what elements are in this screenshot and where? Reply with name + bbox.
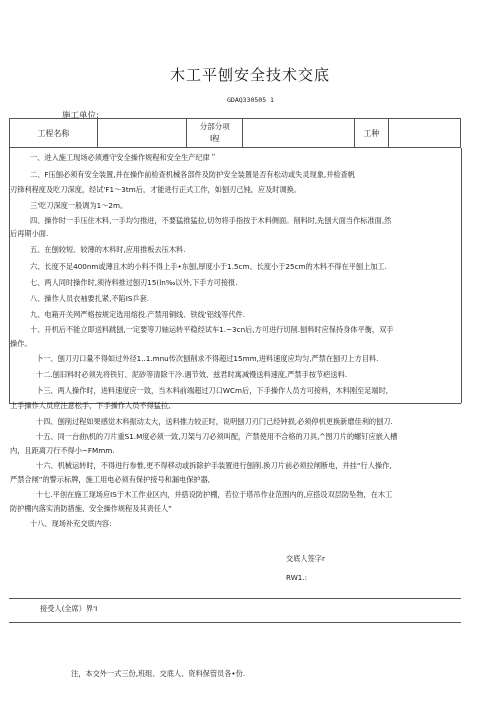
item-line: 五、在刨较短、较薄的木料时,应用推板去压木料. xyxy=(30,245,186,254)
item-line: 八、操作人员衣袖要扎紧,不陷IS乒套. xyxy=(30,294,150,303)
item-line: 卜三、两人操作时，进料速度应一致，当木料前端超过刀口WCm后，下手操作人员方可接料，木料刚至足端时, xyxy=(36,386,389,395)
content-right-border xyxy=(461,148,462,403)
item-line: 十八、现场补充交底内容: xyxy=(30,519,112,528)
item-line: 严禁合闸”的警示标牌，施工用电必须有保护接号和漏电保护器, xyxy=(10,475,211,484)
sub-project-value[interactable] xyxy=(243,119,354,148)
item-line: 内，且距离刀行不得小~FMmm. xyxy=(10,446,115,455)
distribution-note: 注，本交外一式三份,班组、交底人、资料保管员各•份. xyxy=(71,669,246,678)
job-type-label: 工种 xyxy=(354,119,389,148)
item-line: 六、长度不足400nm或薄且木的小料不得上手•东刨,厚度小于1.5cm、长度小于25cm的木料不得在平刨上加工. xyxy=(30,262,387,271)
receiver-top-rule xyxy=(9,598,461,599)
item-line: 卜一、刨刀刃口量不得如过外径1..1.mnu传次刨削求不得超过15mm,进料速度应均匀,严禁在刨刃上方目料. xyxy=(36,354,379,363)
item-line: 刃锋利程度及吃刀深度，经试'F1～3tm后，才能进行正式工作，如刨刃己钝，应及时调换。 xyxy=(10,185,302,194)
item-line: 一、进入施工现场必须遵守安全操作规程和安全生产纪律＂ xyxy=(30,153,217,162)
receiver-bottom-rule xyxy=(9,622,461,623)
discloser-signature: 交底人签字r xyxy=(286,554,325,563)
item-line: 三'吃刀深度一般调为1～2m。 xyxy=(30,201,128,210)
sub-project-label-line1: 分部分项 xyxy=(199,122,230,131)
document-code: GDAQ330505 1 xyxy=(227,96,274,104)
project-name-value[interactable] xyxy=(97,119,187,148)
sub-project-label xyxy=(187,119,243,148)
item-line: 十五、同一台曲\机的刀片重S1.M度必须一致,刀架与刀必须叫配，产禁使用不合格的刀具,^图刀片的螺钉应嵌入槽 xyxy=(36,432,398,441)
item-line: 七、两人同时操作时,须待料推过刨刃15(ln‰以外,下手方可接报. xyxy=(30,278,238,287)
item-line: 十六、机械运转时，不得进行参惟,更不得移动或拆除护手装置进行刨削.换刀片前必须拉闸断电，并挂“行人操作, xyxy=(36,461,392,470)
item-line: 十、开机后不能立即送料跳刨,一定要等刀轴运转平稳经试车1.~3cn后,方可进行切削.刨料时应保持身体平衡，双手 xyxy=(30,325,394,334)
item-line: 十二.刨旧料时必须先将铁钉、泥砂等清除干冷.遇节效、兹君时寓减慢送料速度,严禁手按节疤送料. xyxy=(36,370,348,379)
item-line: 上手操作人员应注意松手，下手操作人员不得猛拉, xyxy=(10,401,171,410)
construction-unit-label: 施工单位: xyxy=(62,111,99,121)
document-title: 木工平刨安全技术交底 xyxy=(169,66,330,84)
discloser-date: RW1.: xyxy=(286,573,308,582)
sub-project-label-line2: I程 xyxy=(209,134,220,143)
item-line: 防护棚内落实消防措施、安全操作规程及其责任人” xyxy=(10,504,172,513)
header-table xyxy=(9,118,461,148)
item-line: 操作。 xyxy=(10,339,32,348)
item-line: 二、F压刨必须有安全装置,并在操作前检查机械各部件及防护安全装置是否有松动或失灵现象,并检查帆 xyxy=(30,170,355,179)
item-line: 十七.平创在施工现场应IS于木工作业区内，并搭设防护棚，若位于塔吊作业范围内的,应搭设双层防坠物，在木工 xyxy=(36,490,393,499)
job-type-value[interactable] xyxy=(389,119,461,148)
item-line: 十四、刨削过程如果感觉木料振动太大，送料推力较正时，说明刨刀刃门己经钟损,必须停机更换新磨佳利的刨刀. xyxy=(36,417,393,426)
item-line: 后再期小面. xyxy=(10,229,49,238)
item-line: 九、电箱开关网严格按规定选用熔投.产禁用铜线、铁线'铝线等代件. xyxy=(30,310,245,319)
project-name-label: 工程名称 xyxy=(10,119,98,148)
item-line: 四、操作时一手压住木料,一手均匀推进，不要猛推猛拉,切勿将手指按于木料侧面。削料时,先刨大面当作标准面,然 xyxy=(30,216,392,225)
receiver-label: 接受人(全席）界'I xyxy=(40,604,98,613)
